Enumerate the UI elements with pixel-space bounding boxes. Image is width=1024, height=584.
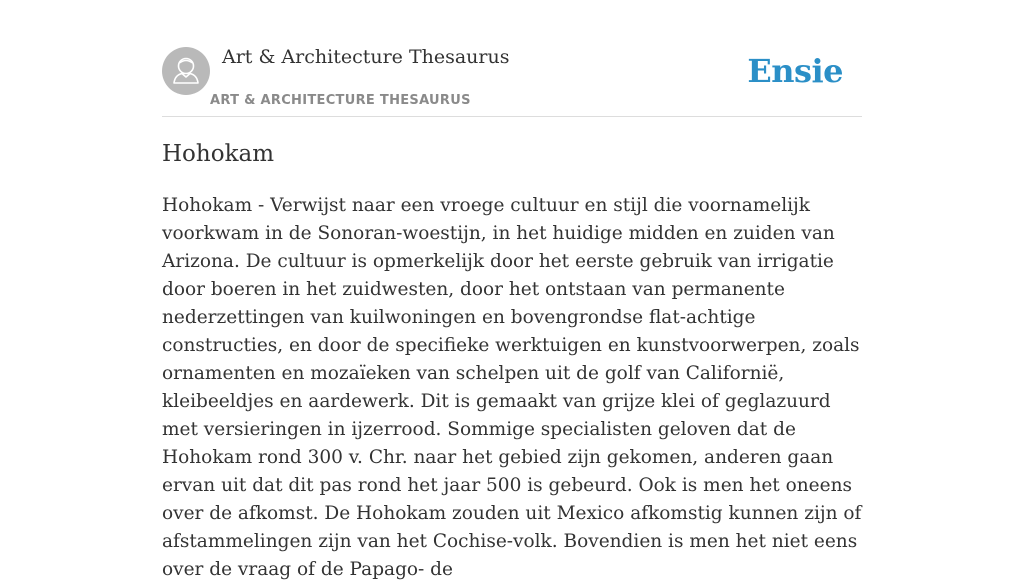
ensie-logo[interactable]: Ensie	[747, 52, 843, 90]
article-title: Hohokam	[162, 141, 275, 167]
avatar[interactable]	[162, 47, 210, 95]
user-silhouette-icon	[162, 47, 210, 95]
source-name-link[interactable]: Art & Architecture Thesaurus	[222, 46, 510, 68]
article-body: Hohokam - Verwijst naar een vroege cultuur en stijl die voornamelijk voorkwam in de Sonoran-woestijn, in het huidige midden en zuiden van Arizona. De cultuur is opmerkelijk door het eerste gebruik van irrigatie door boeren in het zuidwesten, door het ontstaan van permanente nederzettingen van kuilwoningen en bovengrondse flat-achtige constructies, en door de specifieke werktuigen en kunstvoorwerpen, zoals ornamenten en mozaïeken van schelpen uit de golf van Californië, kleibeeldjes en aardewerk. Dit is gemaakt van grijze klei of geglazuurd met versieringen in ijzerrood. Sommige specialisten geloven dat de Hohokam rond 300 v. Chr. naar het gebied zijn gekomen, anderen gaan ervan uit dat dit pas rond het jaar 500 is gebeurd. Ook is men het oneens over de afkomst. De Hohokam zouden uit Mexico afkomstig kunnen zijn of afstammelingen zijn van het Cochise-volk. Bovendien is men het niet eens over de vraag of de Papago- de	[162, 195, 862, 580]
source-subtitle: ART & ARCHITECTURE THESAURUS	[210, 93, 471, 108]
page-header	[162, 0, 862, 117]
